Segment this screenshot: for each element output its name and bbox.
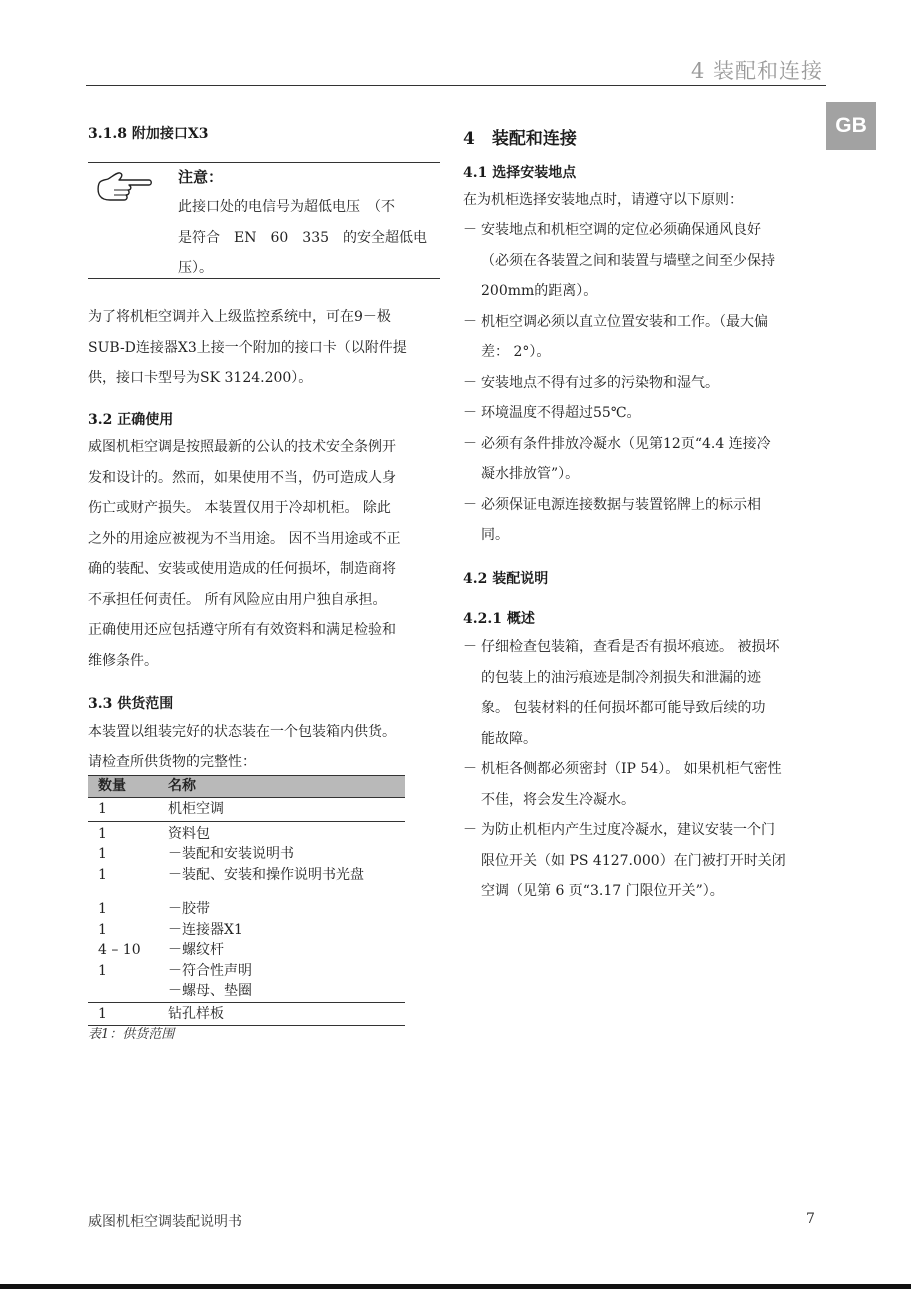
section-heading-3-2: 3.2 正确使用 bbox=[88, 412, 174, 428]
list-item: － 机柜各侧都必须密封（IP 54）。 如果机柜气密性 不佳，将会发生冷凝水。 bbox=[463, 761, 782, 808]
notice-line: 此接口处的电信号为超低电压 （不 bbox=[178, 199, 395, 215]
item-name: －胶带 bbox=[168, 901, 210, 917]
page-number: 7 bbox=[806, 1211, 815, 1227]
text-line: 威图机柜空调是按照最新的公认的技术安全条例开 bbox=[88, 439, 396, 455]
qty-cell bbox=[88, 1002, 158, 1026]
notice-body bbox=[178, 192, 440, 284]
qty-value: 4 – 10 bbox=[98, 942, 141, 958]
table-row bbox=[88, 1002, 405, 1026]
paragraph-3-1-8 bbox=[88, 302, 458, 394]
notice-line: 压）。 bbox=[178, 260, 213, 276]
item-name: －装配和安装说明书 bbox=[168, 846, 294, 862]
list-item: － 环境温度不得超过55℃。 bbox=[463, 405, 641, 421]
spacer bbox=[168, 885, 399, 899]
list-item: － 必须有条件排放冷凝水（见第12页“4.4 连接冷 凝水排放管”）。 bbox=[463, 435, 771, 482]
list-4-2-1 bbox=[463, 632, 833, 907]
item-name: －装配、安装和操作说明书光盘 bbox=[168, 866, 364, 883]
qty-cell bbox=[88, 798, 158, 822]
list-item: － 机柜空调必须以直立位置安装和工作。（最大偏 差： 2°）。 bbox=[463, 313, 768, 360]
qty-value bbox=[98, 981, 152, 1002]
header-rule bbox=[86, 85, 826, 86]
name-cell bbox=[158, 798, 405, 822]
notice-title: 注意： bbox=[178, 168, 224, 186]
qty-value: 1 bbox=[98, 801, 107, 817]
table-caption: 表1：供货范围 bbox=[88, 1027, 175, 1042]
section-heading-3-1-8: 3.1.8 附加接口X3 bbox=[88, 126, 209, 142]
item-name: 资料包 bbox=[168, 825, 210, 842]
qty-value: 1 bbox=[98, 866, 107, 883]
section-heading-4-1: 4.1 选择安装地点 bbox=[463, 165, 577, 181]
paragraph-3-3 bbox=[88, 717, 458, 777]
text-line: 发和设计的。然而，如果使用不当，仍可造成人身 bbox=[88, 469, 396, 486]
spacer bbox=[98, 885, 152, 899]
item-name: －连接器X1 bbox=[168, 921, 243, 938]
name-cell bbox=[158, 821, 405, 1002]
list-item: － 仔细检查包装箱，查看是否有损坏痕迹。 被损坏 的包装上的油污痕迹是制冷剂损失和泄漏的迹 象。 包装材料的任何损坏都可能导致后续的功 能故障。 bbox=[463, 639, 780, 747]
item-name: 机柜空调 bbox=[168, 801, 224, 817]
paragraph-4-1-intro: 在为机柜选择安装地点时，请遵守以下原则： bbox=[463, 192, 743, 208]
notice-line: 是符合 EN 60 335 的安全超低电 bbox=[178, 229, 428, 246]
list-4-1 bbox=[463, 215, 833, 551]
text-line: 确的装配、安装或使用造成的任何损坏，制造商将 bbox=[88, 561, 396, 577]
list-item: － 安装地点和机柜空调的定位必须确保通风良好 （必须在各装置之间和装置与墙壁之间至少保持 200mm的距离）。 bbox=[463, 222, 775, 299]
paragraph-3-2 bbox=[88, 432, 458, 676]
qty-value: 1 bbox=[98, 901, 107, 917]
text-line: 供，接口卡型号为SK 3124.200）。 bbox=[88, 370, 313, 386]
list-item: － 安装地点不得有过多的污染物和湿气。 bbox=[463, 374, 719, 391]
text-line: 不承担任何责任。 所有风险应由用户独自承担。 bbox=[88, 591, 387, 608]
section-heading-4-2-1: 4.2.1 概述 bbox=[463, 611, 535, 627]
table-row bbox=[88, 821, 405, 1002]
pointing-hand-icon bbox=[94, 170, 154, 206]
running-header-title: 4 装配和连接 bbox=[690, 59, 823, 83]
qty-value: 1 bbox=[98, 1005, 107, 1022]
column-header-qty: 数量 bbox=[88, 776, 158, 798]
qty-value: 1 bbox=[98, 825, 107, 842]
notice-bottom-rule bbox=[88, 278, 440, 279]
notice-top-rule bbox=[88, 162, 440, 163]
list-item: － 为防止机柜内产生过度冷凝水，建议安装一个门 限位开关（如 PS 4127.000）在门被打开时关闭 空调（见第 6 页“3.17 门限位开关”）。 bbox=[463, 822, 786, 899]
text-line: 之外的用途应被视为不当用途。 因不当用途或不正 bbox=[88, 530, 401, 547]
item-name: －螺纹杆 bbox=[168, 942, 224, 958]
text-line: 维修条件。 bbox=[88, 652, 158, 669]
item-name: －螺母、垫圈 bbox=[168, 983, 252, 999]
text-line: SUB-D连接器X3上接一个附加的接口卡（以附件提 bbox=[88, 339, 407, 356]
name-cell bbox=[158, 1002, 405, 1026]
item-name: －符合性声明 bbox=[168, 962, 252, 979]
chapter-heading-4: 4 装配和连接 bbox=[463, 129, 577, 149]
bottom-border bbox=[0, 1284, 911, 1289]
qty-value: 1 bbox=[98, 921, 107, 938]
footer-doc-title: 威图机柜空调装配说明书 bbox=[88, 1214, 242, 1230]
delivery-scope-table bbox=[88, 775, 405, 1026]
text-line: 正确使用还应包括遵守所有有效资料和满足检验和 bbox=[88, 622, 396, 638]
text-line: 本装置以组装完好的状态装在一个包装箱内供货。 bbox=[88, 724, 396, 740]
qty-value: 1 bbox=[98, 962, 107, 979]
table-row bbox=[88, 798, 405, 822]
section-heading-4-2: 4.2 装配说明 bbox=[463, 571, 549, 587]
item-name: 钻孔样板 bbox=[168, 1005, 224, 1022]
qty-cell bbox=[88, 821, 158, 1002]
text-line: 请检查所供货物的完整性： bbox=[88, 754, 256, 770]
language-badge: GB bbox=[826, 102, 876, 150]
text-line: 伤亡或财产损失。 本装置仅用于冷却机柜。 除此 bbox=[88, 500, 391, 516]
column-header-name: 名称 bbox=[158, 776, 405, 798]
text-line: 为了将机柜空调并入上级监控系统中，可在9－极 bbox=[88, 309, 391, 325]
qty-value: 1 bbox=[98, 846, 107, 862]
table-header-row bbox=[88, 776, 405, 798]
section-heading-3-3: 3.3 供货范围 bbox=[88, 696, 174, 712]
list-item: － 必须保证电源连接数据与装置铭牌上的标示相 同。 bbox=[463, 496, 761, 543]
